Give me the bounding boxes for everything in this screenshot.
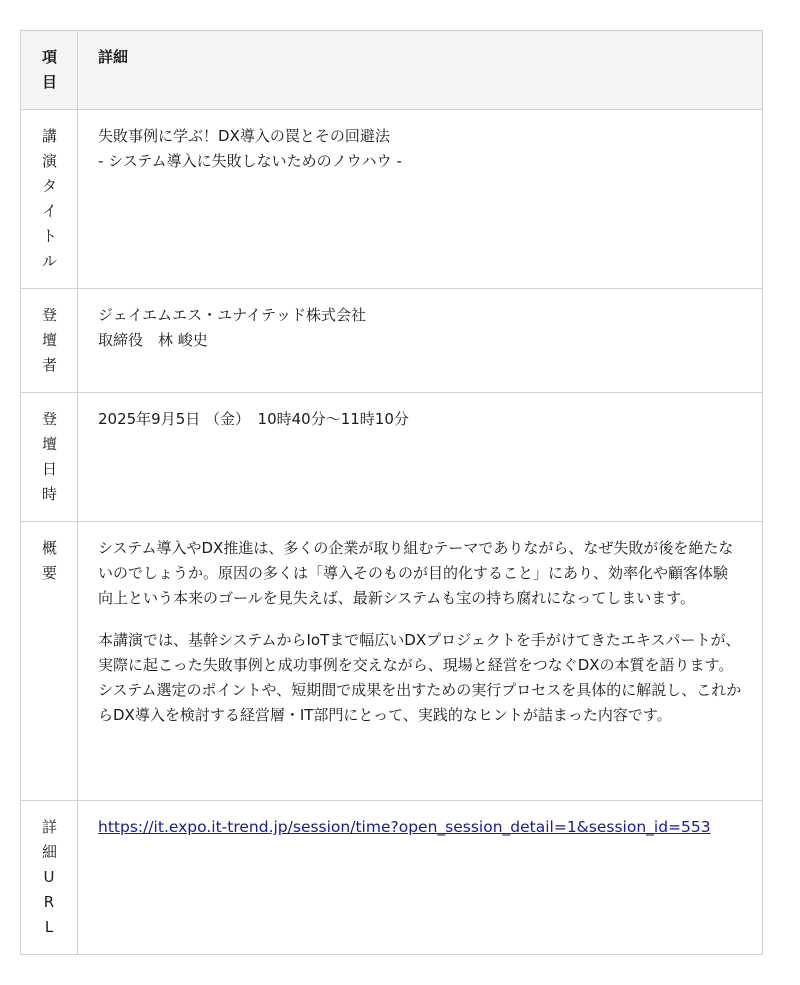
row-speaker-label-cell — [21, 289, 78, 393]
speaker-company: ジェイエムエス・ユナイテッド株式会社 — [98, 306, 367, 324]
table-header-row — [21, 31, 763, 110]
session-detail-table — [20, 30, 763, 955]
row-speaker — [21, 289, 763, 393]
row-url-label: 詳細URL — [42, 818, 58, 936]
row-url — [21, 801, 763, 955]
row-url-label-cell — [21, 801, 78, 955]
header-detail-label: 詳細 — [98, 48, 129, 66]
row-title-value-cell — [78, 110, 763, 289]
row-summary — [21, 522, 763, 801]
header-item-cell — [21, 31, 78, 110]
row-title-label: 講演タイトル — [42, 127, 58, 270]
session-title-sub: - システム導入に失敗しないためのノウハウ - — [98, 152, 402, 170]
row-summary-label-cell — [21, 522, 78, 801]
speaker-name: 取締役 林 峻史 — [98, 331, 208, 349]
row-speaker-value-cell — [78, 289, 763, 393]
header-detail-cell — [78, 31, 763, 110]
summary-paragraph-1: システム導入やDX推進は、多くの企業が取り組むテーマでありながら、なぜ失敗が後を絶たないのでしょうか。原因の多くは「導入そのものが目的化すること」にあり、効率化や顧客体験向上という本来のゴールを見失えば、最新システムも宝の持ち腐れになってしまいます。 — [98, 539, 734, 607]
row-summary-label: 概要 — [42, 539, 58, 582]
session-detail-link[interactable]: https://it.expo.it-trend.jp/session/time?open_session_detail=1&session_id=553 — [98, 818, 711, 836]
row-summary-value-cell — [78, 522, 763, 801]
session-title-main: 失敗事例に学ぶ！DX導入の罠とその回避法 — [98, 127, 390, 145]
header-item-label: 項目 — [42, 48, 58, 91]
summary-paragraph-2: 本講演では、基幹システムからIoTまで幅広いDXプロジェクトを手がけてきたエキスパートが、実際に起こった失敗事例と成功事例を交えながら、現場と経営をつなぐDXの本質を語ります。システム選定のポイントや、短期間で成果を出すための実行プロセスを具体的に解説し、これからDX導入を検討する経営層・IT部門にとって、実践的なヒントが詰まった内容です。 — [98, 631, 742, 724]
row-speaker-label: 登壇者 — [42, 306, 58, 374]
row-datetime-label: 登壇日時 — [42, 410, 58, 503]
row-title — [21, 110, 763, 289]
row-datetime-label-cell — [21, 393, 78, 522]
row-datetime — [21, 393, 763, 522]
session-datetime: 2025年9月5日 （金） 10時40分～11時10分 — [98, 410, 409, 428]
row-url-value-cell — [78, 801, 763, 955]
session-detail-table-wrapper — [20, 30, 762, 955]
row-datetime-value-cell — [78, 393, 763, 522]
row-title-label-cell — [21, 110, 78, 289]
